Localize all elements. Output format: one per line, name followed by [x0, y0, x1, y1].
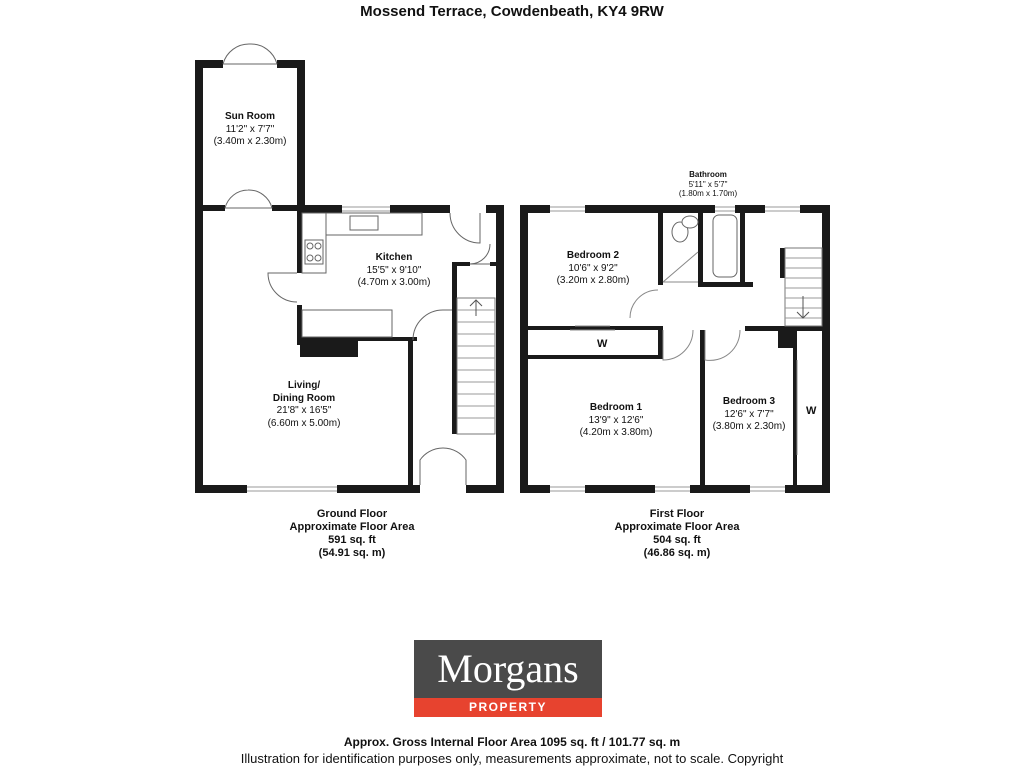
wall	[452, 262, 457, 434]
room-size-metric: (3.40m x 2.30m)	[213, 136, 287, 147]
wall	[337, 485, 420, 493]
room-size-imperial: 11'2" x 7'7"	[225, 123, 275, 135]
window	[550, 487, 585, 491]
door-swing	[420, 448, 466, 485]
wall	[658, 213, 663, 285]
door-swing	[663, 252, 698, 282]
window	[342, 207, 390, 211]
label-bedroom-3	[713, 396, 786, 434]
wall	[735, 205, 765, 213]
wall	[297, 205, 342, 213]
room-name: Bedroom 2	[566, 250, 620, 261]
wall	[297, 60, 305, 212]
floor-area-imperial: 591 sq. ft	[328, 534, 376, 546]
chimney-breast	[300, 337, 358, 357]
wall	[528, 355, 663, 359]
label-living-dining	[268, 380, 341, 430]
room-name-line2: Dining Room	[272, 392, 336, 404]
wardrobe-mark: W	[597, 338, 608, 350]
window	[750, 487, 785, 491]
room-size-metric: (4.20m x 3.80m)	[579, 427, 653, 438]
label-sun-room	[214, 111, 287, 149]
wall	[195, 205, 203, 493]
room-size-imperial: 13'9" x 12'6"	[588, 414, 644, 426]
wall	[700, 330, 705, 485]
wall	[195, 205, 225, 211]
room-name: Bathroom	[689, 170, 727, 179]
staircase	[457, 298, 495, 434]
label-bedroom-1	[580, 402, 653, 440]
floor-name: First Floor	[649, 508, 705, 520]
floor-area-metric: (54.91 sq. m)	[318, 547, 386, 559]
first-floor-area	[615, 508, 740, 560]
gross-floor-area: Approx. Gross Internal Floor Area 1095 sq. ft / 101.77 sq. m	[343, 735, 681, 749]
room-name: Sun Room	[225, 111, 275, 122]
door-swing	[663, 330, 693, 360]
label-bathroom	[679, 170, 737, 199]
door-swing	[413, 310, 452, 340]
room-size-metric: (4.70m x 3.00m)	[357, 277, 431, 288]
ground-floor-area	[290, 508, 415, 560]
floor-area-label: Approximate Floor Area	[614, 521, 740, 533]
door-swing	[450, 213, 480, 243]
window	[655, 487, 690, 491]
room-size-imperial: 21'8" x 16'5"	[276, 405, 332, 416]
wall	[195, 60, 223, 68]
wall	[780, 248, 785, 278]
floor-area-label: Approximate Floor Area	[289, 521, 415, 533]
wall	[390, 205, 450, 213]
french-door-mid	[225, 190, 272, 208]
wall	[690, 485, 750, 493]
floor-area-imperial: 504 sq. ft	[653, 534, 701, 546]
wall	[520, 485, 550, 493]
wall	[490, 262, 504, 266]
wall	[585, 485, 655, 493]
window	[765, 207, 800, 211]
floor-area-metric: (46.86 sq. m)	[643, 547, 711, 559]
disclaimer: Illustration for identification purposes only, measurements approximate, not to scale. Copyright	[240, 751, 784, 766]
wall	[785, 485, 830, 493]
label-kitchen	[358, 252, 431, 290]
wall	[520, 205, 550, 213]
room-name: Bedroom 1	[589, 402, 643, 413]
window	[715, 207, 735, 211]
window	[247, 487, 337, 491]
wall	[297, 211, 302, 273]
floor-name: Ground Floor	[316, 508, 388, 520]
room-size-metric: (3.80m x 2.30m)	[712, 421, 786, 432]
room-size-metric: (6.60m x 5.00m)	[267, 417, 341, 429]
room-name: Kitchen	[375, 252, 413, 263]
room-size-imperial: 15'5" x 9'10"	[366, 264, 422, 276]
morgans-logo	[414, 640, 602, 717]
wall	[277, 60, 305, 68]
wall	[698, 213, 703, 285]
first-floor-plan	[520, 205, 830, 493]
wall	[195, 60, 203, 212]
wall	[528, 326, 663, 330]
room-size-metric: (3.20m x 2.80m)	[556, 275, 630, 286]
room-size-imperial: 12'6" x 7'7"	[724, 408, 774, 420]
wall	[520, 205, 528, 493]
wall	[793, 330, 797, 485]
wall	[195, 485, 247, 493]
label-bedroom-2	[557, 250, 630, 288]
wall	[408, 337, 413, 485]
room-name-line1: Living/	[287, 380, 321, 391]
logo-name: Morgans	[414, 640, 602, 698]
door-swing	[630, 290, 658, 318]
wardrobe-mark: W	[806, 405, 817, 417]
room-size-metric: (1.80m x 1.70m)	[678, 189, 738, 198]
window	[550, 207, 585, 211]
wall	[658, 326, 663, 359]
door-swing	[470, 244, 490, 264]
wall	[740, 213, 745, 287]
wall	[496, 205, 504, 493]
wall	[486, 205, 504, 213]
wall	[585, 205, 715, 213]
door-swing	[705, 330, 740, 360]
kitchen-counter-bottom	[302, 310, 392, 337]
wall	[822, 205, 830, 493]
wall	[272, 205, 302, 211]
french-door-top	[223, 44, 277, 64]
room-size-imperial: 5'11" x 5'7"	[688, 179, 728, 189]
basin	[682, 216, 698, 228]
door-swing	[268, 273, 297, 302]
page-title: Mossend Terrace, Cowdenbeath, KY4 9RW	[360, 3, 664, 20]
bath	[713, 215, 737, 277]
logo-tagline: PROPERTY	[414, 698, 602, 717]
room-name: Bedroom 3	[722, 396, 776, 407]
wall	[452, 262, 470, 266]
wall	[800, 205, 830, 213]
room-size-imperial: 10'6" x 9'2"	[568, 262, 618, 274]
